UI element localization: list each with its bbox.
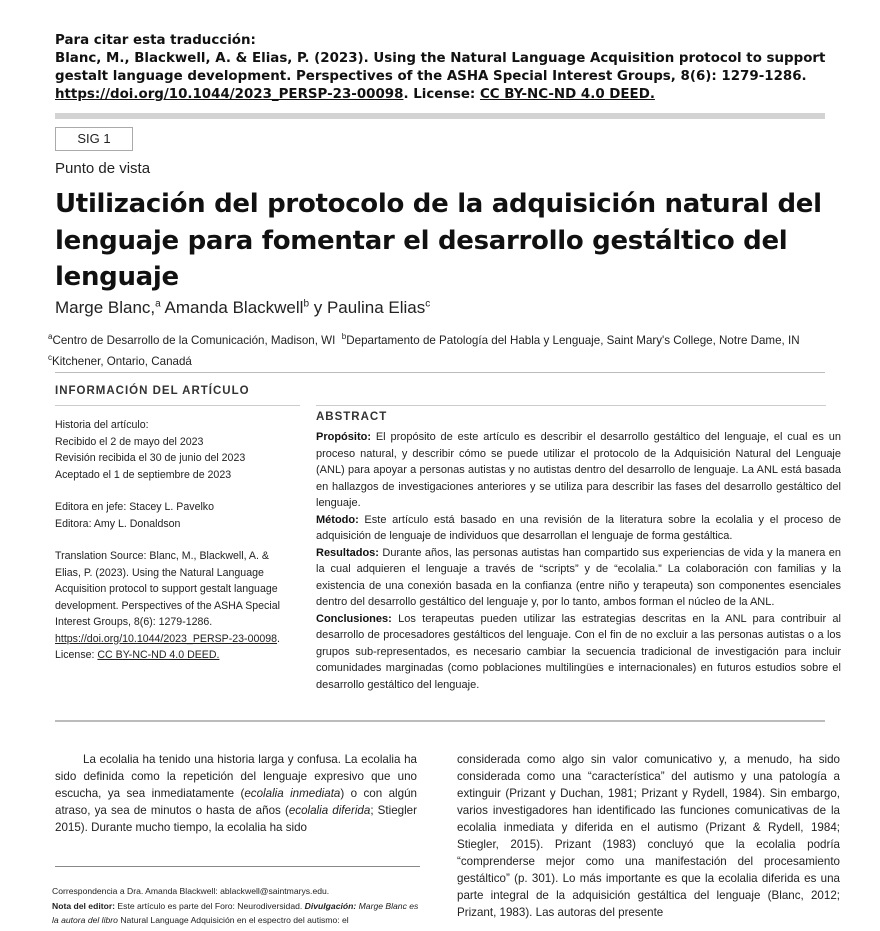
article-info-heading: INFORMACIÓN DEL ARTÍCULO bbox=[55, 385, 250, 397]
citation-license-link[interactable]: CC BY-NC-ND 4.0 DEED. bbox=[479, 87, 655, 102]
body-divider bbox=[55, 720, 825, 722]
affiliation: Kitchener, Ontario, Canadá bbox=[52, 354, 192, 368]
article-info bbox=[55, 417, 295, 664]
sig-badge: SIG 1 bbox=[55, 127, 133, 151]
affiliations: $^a$Centro de Desarrollo de la Comunicación, Madison, WI $^b$Departamento de Patología del Habla y Lenguaje, Saint Mary's College, Notre Dame, IN $^c$Kitchener, Ontario, Canadá bbox=[48, 332, 800, 368]
revised-date: Revisión recibida el 30 de junio del 2023 bbox=[55, 452, 246, 464]
citation-block bbox=[55, 32, 845, 104]
citation-line: gestalt language development. Perspectives of the ASHA Special Interest Groups, 8(6): 1279-1286. bbox=[55, 69, 807, 84]
author-sup: c bbox=[425, 298, 431, 310]
body-paragraph: considerada como algo sin valor comunicativo y, a menudo, ha sido considerada como una “característica” del autismo y una patología a extinguir (Prizant y Duchan, 1981; Prizant y Rydell, 1984). Sin embargo, varios investigadores han identificado las funciones comunicativas de la ecolalia inmediata y diferida en el autismo (Prizant & Rydell, 1984; Stiegler, 2015). Prizant (1983) concluyó que la ecolalia podría “comprenderse mejor como una manifestación del procesamiento gestáltico” (p. 301). Lo más importante es que la ecolalia diferida es una parte integral de la adquisición gestáltica del lenguaje (Blanc, 2012; Prizant, 1983). Las autoras del presente bbox=[457, 753, 840, 919]
section-divider bbox=[55, 372, 825, 373]
author-name: Marge Blanc, bbox=[55, 298, 156, 317]
abstract-heading: ABSTRACT bbox=[316, 411, 388, 423]
author-name: Amanda Blackwell bbox=[164, 298, 304, 317]
author-name: y Paulina Elias bbox=[313, 298, 426, 317]
translation-license-link[interactable]: CC BY-NC-ND 4.0 DEED. bbox=[97, 649, 220, 661]
citation-doi-line: https://doi.org/10.1044/2023_PERSP-23-00098. License: CC BY-NC-ND 4.0 DEED. bbox=[55, 87, 655, 102]
correspondence-note: Correspondencia a Dra. Amanda Blackwell: ablackwell@saintmarys.edu. bbox=[52, 886, 330, 896]
footnote-divider bbox=[55, 866, 420, 867]
article-info-divider bbox=[55, 405, 300, 406]
author-sup: b bbox=[303, 298, 309, 310]
citation-heading: Para citar esta traducción: bbox=[55, 33, 256, 48]
history-label: Historia del artículo: bbox=[55, 419, 149, 431]
abstract-divider bbox=[316, 405, 826, 406]
author-list bbox=[55, 298, 430, 318]
article-title: Utilización del protocolo de la adquisición natural del lenguaje para fomentar el desarrollo gestáltico del lenguaje bbox=[55, 189, 822, 292]
author-sup: a bbox=[155, 298, 161, 310]
translation-source: Translation Source: Blanc, M., Blackwell, A. & Elias, P. (2023). Using the Natural Language Acquisition protocol to support gestalt language development. Perspectives of the ASHA Special Interest Groups, 8(6): 1279-1286. https://doi.org/10.1044/2023_PERSP-23-00098. License: CC BY-NC-ND 4.0 DEED. bbox=[55, 550, 280, 661]
affiliation: Departamento de Patología del Habla y Lenguaje, Saint Mary's College, Notre Dame, IN bbox=[346, 333, 800, 347]
article-type: Punto de vista bbox=[55, 160, 151, 177]
abstract-purpose: Propósito: El propósito de este artículo es describir el desarrollo gestáltico del lenguaje, el cual es un proceso natural, y describir cómo se puede utilizar el protocolo de la Adquisición Natural del Lenguaje (ANL) para apoyar a personas autistas y no autistas dentro del desarrollo de lenguaje. La ANL está basada en hallazgos de investigaciones anteriores y se utiliza para describir las fases del desarrollo gestáltico del lenguaje. bbox=[316, 431, 841, 509]
abstract-conclusions: Conclusiones: Los terapeutas pueden utilizar las estrategias descritas en la ANL para contribuir al desarrollo de procesadores gestálticos del lenguaje. Con el fin de no excluir a las personas autistas o a los grupos sub-representados, es necesario cambiar la secuencia tradicional de investigación para incluir comunidades marginadas (como poblaciones multilingües e internacionales) en futuros estudios sobre el desarrollo gestáltico del lenguaje. bbox=[316, 612, 841, 691]
editor-note: Nota del editor: Este artículo es parte del Foro: Neurodiversidad. Divulgación: Marge Blanc es la autora del libro Natural Language Adquisición en el espectro del autismo: el bbox=[52, 900, 419, 925]
editor: Editora: Amy L. Donaldson bbox=[55, 517, 181, 530]
header-divider bbox=[55, 113, 825, 119]
received-date: Recibido el 2 de mayo del 2023 bbox=[55, 435, 204, 448]
body-paragraph: La ecolalia ha tenido una historia larga y confusa. La ecolalia ha sido definida como la repetición del lenguaje expresivo que uno escucha, ya sea inmediatamente (ecolalia inmediata) o con algún atraso, ya sea de minutos o hasta de años (ecolalia diferida; Stiegler 2015). Durante mucho tiempo, la ecolalia ha sido bbox=[55, 753, 417, 834]
body-column-right bbox=[457, 751, 840, 921]
affiliation: Centro de Desarrollo de la Comunicación, Madison, WI bbox=[52, 333, 336, 347]
body-column-left bbox=[55, 751, 417, 836]
citation-line: Blanc, M., Blackwell, A. & Elias, P. (2023). Using the Natural Language Acquisition protocol to support bbox=[55, 51, 826, 66]
translation-doi-link[interactable]: https://doi.org/10.1044/2023_PERSP-23-00098 bbox=[55, 632, 278, 645]
citation-doi-link[interactable]: https://doi.org/10.1044/2023_PERSP-23-00098 bbox=[55, 87, 404, 102]
editor-in-chief: Editora en jefe: Stacey L. Pavelko bbox=[55, 501, 214, 513]
abstract-body bbox=[316, 429, 841, 693]
abstract-method: Método: Este artículo está basado en una revisión de la literatura sobre la ecolalia y el proceso de adquisición de lenguaje de individuos que desarrollan el lenguaje de forma gestáltica. bbox=[316, 513, 841, 542]
footnotes bbox=[52, 884, 422, 928]
accepted-date: Aceptado el 1 de septiembre de 2023 bbox=[55, 468, 232, 481]
abstract-results: Resultados: Durante años, las personas autistas han compartido sus experiencias de vida y la manera en la cual adquieren el lenguaje a través de “scripts” y de “ecolalia.” La colaboración con familias y la existencia de una conexión basada en la confianza (entre niño y terapeuta) son componentes esenciales dentro del desarrollo gestáltico del lenguaje y, por lo tanto, ambos forman el núcleo de la ANL. bbox=[316, 546, 841, 608]
